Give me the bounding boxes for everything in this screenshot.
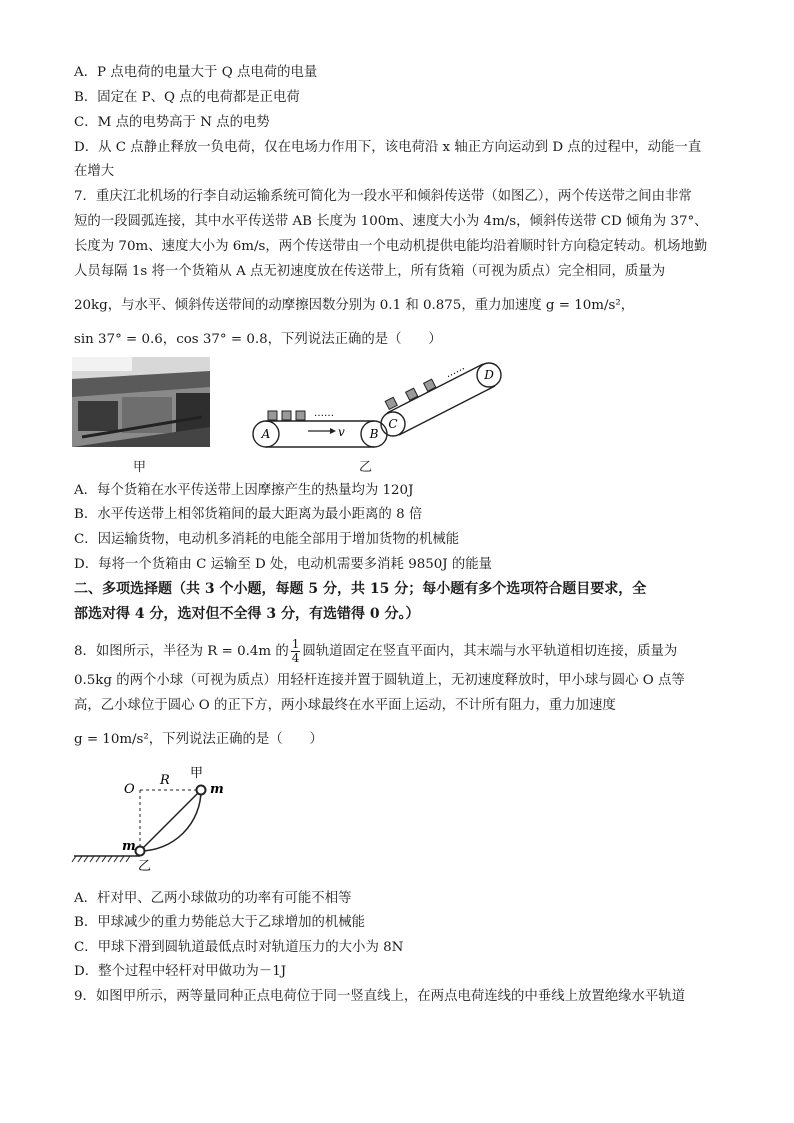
q7-option-c: C．因运输货物，电动机多消耗的电能全部用于增加货物的机械能 — [74, 532, 460, 547]
quarter-circle-track-diagram — [70, 762, 240, 872]
q7-option-b: B．水平传送带上相邻货箱间的最大距离为最小距离的 8 倍 — [74, 507, 423, 522]
mass-jia-label: m — [210, 782, 224, 797]
center-o-label: O — [124, 782, 135, 797]
fraction-numerator: 1 — [291, 637, 300, 651]
ball-jia — [197, 786, 206, 795]
q7-stem-line2: 短的一段圆弧连接，其中水平传送带 AB 长度为 100m、速度大小为 4m/s，倾斜传送带 CD 倾角为 37°、 — [74, 214, 708, 229]
q6-option-b: B．固定在 P、Q 点的电荷都是正电荷 — [74, 90, 300, 105]
q8-option-d: D．整个过程中轻杆对甲做功为－1J — [74, 964, 287, 979]
point-b-label: B — [369, 427, 379, 441]
fig-caption-yi: 乙 — [359, 460, 373, 475]
mass-yi-label: m — [122, 839, 136, 854]
radius-label: R — [160, 773, 170, 788]
q8-option-a: A．杆对甲、乙两小球做功的功率有可能不相等 — [74, 891, 352, 906]
dots-horizontal: …… — [314, 408, 334, 419]
conveyor-diagram — [250, 360, 515, 452]
q8-option-b: B．甲球减少的重力势能总大于乙球增加的机械能 — [74, 915, 366, 930]
q8-stem-line1-post: 圆轨道固定在竖直平面内，其末端与水平轨道相切连接，质量为 — [302, 644, 678, 659]
q8-stem-line1 — [74, 638, 677, 665]
q6-option-a: A．P 点电荷的电量大于 Q 点电荷的电量 — [74, 65, 318, 80]
q9-stem-line1: 9．如图甲所示，两等量同种正点电荷位于同一竖直线上，在两点电荷连线的中垂线上放置绝缘水平轨道 — [74, 989, 686, 1004]
q8-stem-line1-pre: 8．如图所示，半径为 R = 0.4m 的 — [74, 644, 289, 659]
ball-yi — [136, 847, 145, 856]
quarter-fraction — [291, 638, 301, 665]
q8-stem-line2: 0.5kg 的两个小球（可视为质点）用轻杆连接并置于圆轨道上，无初速度释放时，甲小球与圆心 O 点等 — [74, 673, 685, 688]
q7-option-a: A．每个货箱在水平传送带上因摩擦产生的热量均为 120J — [74, 483, 414, 498]
q8-stem-line4: g = 10m/s²，下列说法正确的是（ ） — [74, 732, 323, 747]
point-a-label: A — [261, 427, 271, 441]
q6-option-d-line2: 在增大 — [74, 164, 115, 179]
ball-yi-label: 乙 — [138, 859, 152, 872]
section2-heading-line2: 部选对得 4 分，选对但不全得 3 分，有选错得 0 分。） — [74, 606, 420, 622]
point-d-label: D — [484, 368, 494, 382]
fig-caption-jia: 甲 — [133, 460, 147, 475]
q7-stem-line5: 20kg，与水平、倾斜传送带间的动摩擦因数分别为 0.1 和 0.875，重力加速度 g = 10m/s²， — [74, 298, 635, 313]
velocity-label: v — [338, 425, 345, 439]
q7-stem-line4: 人员每隔 1s 将一个货箱从 A 点无初速度放在传送带上，所有货箱（可视为质点）完全相同，质量为 — [74, 264, 666, 279]
section2-heading-line1: 二、多项选择题（共 3 个小题，每题 5 分，共 15 分；每小题有多个选项符合题目要求，全 — [74, 581, 647, 597]
q6-option-c: C．M 点的电势高于 N 点的电势 — [74, 115, 270, 130]
airport-photo — [72, 357, 210, 447]
q6-option-d-line1: D．从 C 点静止释放一负电荷，仅在电场力作用下，该电荷沿 x 轴正方向运动到 D 点的过程中，动能一直 — [74, 140, 702, 155]
q7-stem-line6: sin 37° = 0.6，cos 37° = 0.8，下列说法正确的是（ ） — [74, 332, 442, 347]
q8-stem-line3: 高，乙小球位于圆心 O 的正下方，两小球最终在水平面上运动，不计所有阻力，重力加速度 — [74, 698, 616, 713]
q8-option-c: C．甲球下滑到圆轨道最低点时对轨道压力的大小为 8N — [74, 940, 404, 955]
fraction-denominator: 4 — [291, 651, 300, 665]
dots-inclined: …… — [443, 361, 467, 381]
q7-stem-line1: 7．重庆江北机场的行李自动运输系统可简化为一段水平和倾斜传送带（如图乙），两个传送带之间由非常 — [74, 189, 692, 204]
point-c-label: C — [388, 417, 398, 431]
q7-stem-line3: 长度为 70m、速度大小为 6m/s，两个传送带由一个电动机提供电能均沿着顺时针方向稳定转动。机场地勤 — [74, 239, 708, 254]
q7-option-d: D．每将一个货箱由 C 运输至 D 处，电动机需要多消耗 9850J 的能量 — [74, 557, 493, 572]
ball-jia-label: 甲 — [190, 766, 204, 781]
